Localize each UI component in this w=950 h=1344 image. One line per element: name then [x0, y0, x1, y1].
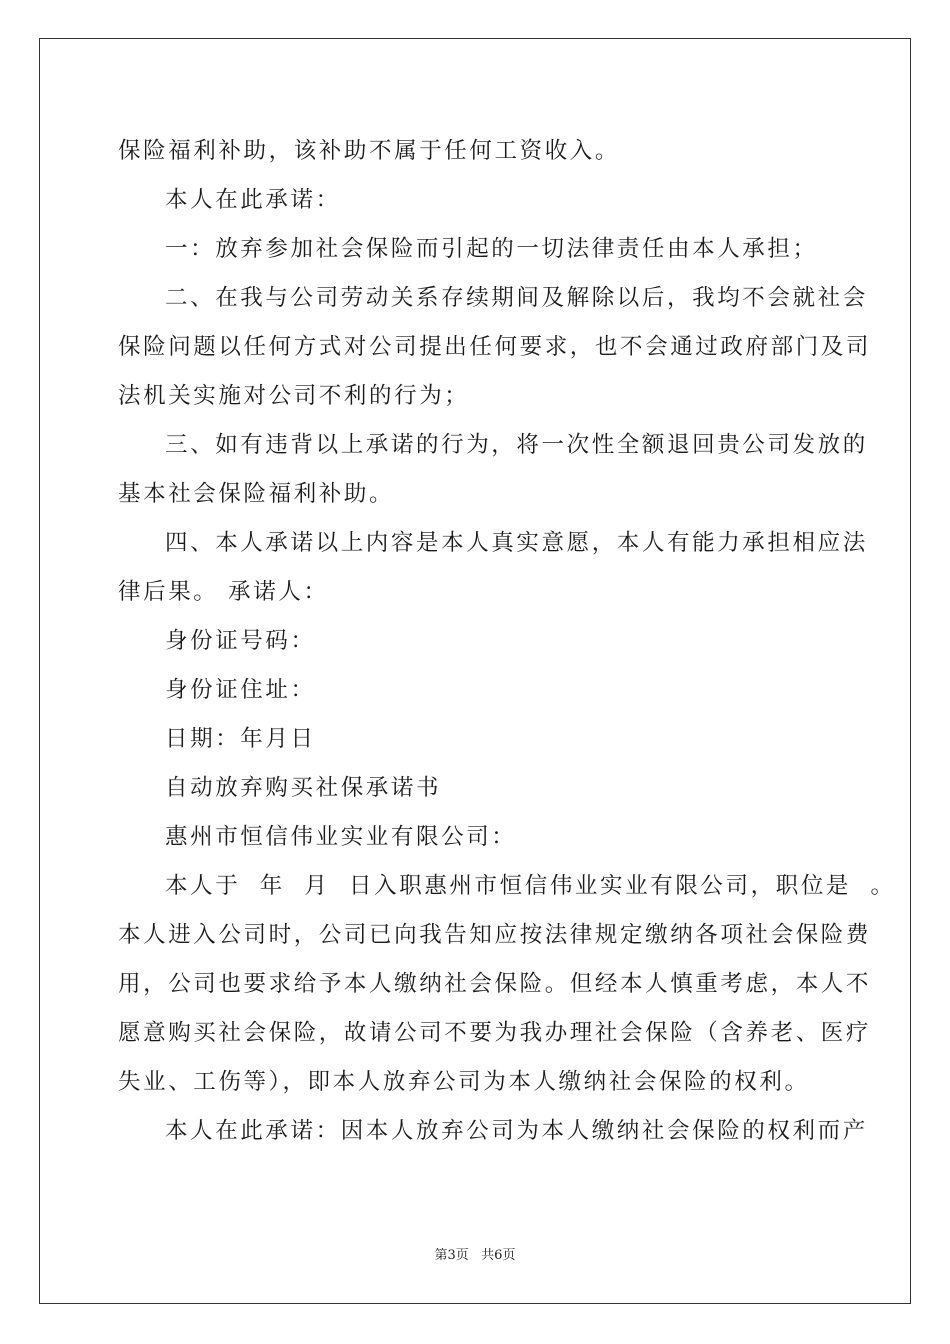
- paragraph-line: 四、本人承诺以上内容是本人真实意愿，本人有能力承担相应法: [165, 530, 868, 556]
- paragraph-line: 自动放弃购买社保承诺书: [165, 775, 442, 801]
- paragraph-line: 一：放弃参加社会保险而引起的一切法律责任由本人承担；: [165, 236, 818, 262]
- paragraph-line: 愿意购买社会保险，故请公司不要为我办理社会保险（含养老、医疗: [118, 1020, 872, 1046]
- page-number: 第3页 共6页: [434, 1248, 516, 1263]
- paragraph-line: 保险福利补助，该补助不属于任何工资收入。: [118, 138, 621, 164]
- paragraph-line: 失业、工伤等），即本人放弃公司为本人缴纳社会保险的权利。: [118, 1069, 810, 1095]
- paragraph-line: 惠州市恒信伟业实业有限公司：: [165, 824, 517, 850]
- paragraph-line: 身份证号码：: [165, 628, 316, 654]
- paragraph-line: 本人于 年 月 日入职惠州市恒信伟业实业有限公司，职位是 。: [165, 873, 896, 899]
- paragraph-line: 基本社会保险福利补助。: [118, 481, 395, 507]
- paragraph-line: 用，公司也要求给予本人缴纳社会保险。但经本人慎重考虑，本人不: [118, 971, 872, 997]
- paragraph-line: 保险问题以任何方式对公司提出任何要求，也不会通过政府部门及司: [118, 334, 872, 360]
- paragraph-line: 日期：年月日: [165, 726, 316, 752]
- paragraph-line: 二、在我与公司劳动关系存续期间及解除以后，我均不会就社会: [165, 285, 868, 311]
- paragraph-line: 本人进入公司时，公司已向我告知应按法律规定缴纳各项社会保险费: [118, 922, 872, 948]
- paragraph-line: 律后果。 承诺人：: [118, 579, 329, 605]
- paragraph-line: 本人在此承诺：因本人放弃公司为本人缴纳社会保险的权利而产: [165, 1118, 868, 1144]
- paragraph-line: 本人在此承诺：: [165, 187, 341, 213]
- paragraph-line: 三、如有违背以上承诺的行为，将一次性全额退回贵公司发放的: [165, 432, 868, 458]
- document-body: [118, 127, 896, 1156]
- paragraph-line: 身份证住址：: [165, 677, 316, 703]
- paragraph-line: 法机关实施对公司不利的行为；: [118, 383, 470, 409]
